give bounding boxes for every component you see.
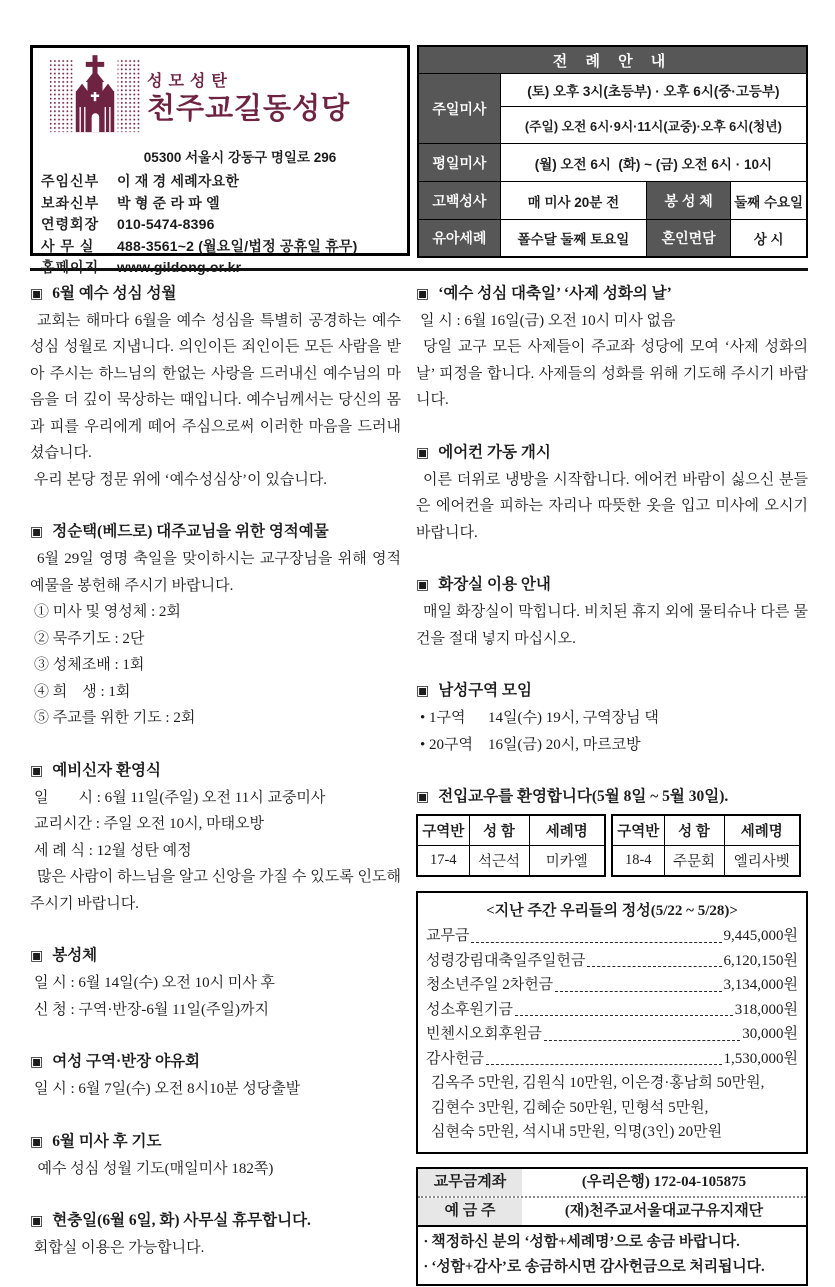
contact-label: 홈페이지 <box>41 259 100 275</box>
section-communion-visit <box>30 942 401 1023</box>
weekly-offerings-box <box>416 891 808 1154</box>
section-women-picnic <box>30 1048 401 1103</box>
section-line: 회합실 이용은 가능합니다. <box>30 1240 205 1256</box>
section-bullet-icon: ▣ <box>30 1134 44 1150</box>
offering-row <box>426 924 798 949</box>
dash-filler <box>486 1064 722 1065</box>
section-memorial-day-closure <box>30 1207 401 1262</box>
offering-label: 감사헌금 <box>426 1050 484 1067</box>
dash-filler <box>515 1015 733 1016</box>
section-title: 6월 예수 성심 성월 <box>52 284 177 302</box>
column-header: 구역반 <box>612 815 664 846</box>
list-item: ⑤ 주교를 위한 기도 : 2회 <box>34 710 196 726</box>
body-columns <box>30 280 808 1287</box>
column-header: 구역반 <box>417 815 469 846</box>
logo-row <box>49 54 399 145</box>
section-bullet-icon: ▣ <box>416 445 430 461</box>
account-number-value: (우리은행) 172-04-105875 <box>581 1173 747 1190</box>
section-catechumen-welcome <box>30 757 401 918</box>
section-bullet-icon: ▣ <box>416 578 430 593</box>
offering-amount: 30,000원 <box>742 1026 798 1042</box>
section-new-members <box>416 783 808 877</box>
section-bullet-icon: ▣ <box>30 1214 44 1229</box>
weekday-mass-times: (월) 오전 6시 (화) ~ (금) 오전 6시 · 10시 <box>500 144 807 182</box>
donor-line: 김현수 3만원, 김혜순 50만원, 민형석 5만원, <box>431 1099 709 1116</box>
weekday-mass-label: 평일미사 <box>418 144 500 182</box>
marriage-interview-label: 혼인면담 <box>647 220 731 257</box>
donor-line: 심현숙 5만원, 석시내 5만원, 익명(3인) 20만원 <box>431 1124 723 1140</box>
section-line: 우리 본당 정문 위에 ‘예수성심상’이 있습니다. <box>30 471 328 488</box>
offering-amount: 1,530,000원 <box>723 1050 798 1067</box>
offering-amount: 3,134,000원 <box>723 977 798 993</box>
contact-value: 박 형 준 라 파 엘 <box>117 194 220 211</box>
contact-row <box>41 214 399 236</box>
section-bullet-icon: ▣ <box>30 949 44 964</box>
section-title: 예비신자 환영식 <box>52 761 161 779</box>
contact-row <box>41 171 399 193</box>
column-header: 세례명 <box>724 815 800 846</box>
offering-label: 교무금 <box>426 928 470 944</box>
offering-row <box>426 998 798 1023</box>
account-holder-label: 예 금 주 <box>418 1198 522 1225</box>
parish-info-box <box>30 45 410 275</box>
table-cell: 엘리사벳 <box>724 846 800 877</box>
account-note: ∙ ‘성함+감사’로 송금하시면 감사헌금으로 처리됩니다. <box>424 1258 765 1275</box>
column-header: 세례명 <box>529 815 605 846</box>
header <box>30 45 808 275</box>
section-title: ‘예수 성심 대축일’ ‘사제 성화의 날’ <box>438 284 672 302</box>
section-title: 남성구역 모임 <box>438 682 532 699</box>
table-cell: 18-4 <box>612 846 664 877</box>
communion-visit-label: 봉 성 체 <box>647 182 731 220</box>
parish-address: 05300 서울시 강동구 명일로 296 <box>143 150 337 165</box>
section-title: 화장실 이용 안내 <box>438 576 551 593</box>
section-line: 예수 성심 성월 기도(매일미사 182쪽) <box>30 1160 274 1177</box>
offering-row <box>426 973 798 998</box>
section-title: 정순택(베드로) 대주교님을 위한 영적예물 <box>52 523 329 540</box>
contact-row <box>41 236 399 258</box>
section-bullet-icon: ▣ <box>416 684 430 699</box>
section-title: 현충일(6월 6일, 화) 사무실 휴무합니다. <box>52 1212 311 1229</box>
section-paragraph: 당일 교구 모든 사제들이 주교좌 성당에 모여 ‘사제 성화의 날’ 피정을 합니다. 사제들의 성화를 위해 기도해 주시기 바랍니다. <box>416 339 808 408</box>
section-title: 봉성체 <box>52 947 98 964</box>
list-item: ① 미사 및 영성체 : 2회 <box>34 604 181 620</box>
donor-line: 김옥주 5만원, 김원식 10만원, 이은경·홍남희 50만원, <box>431 1075 765 1091</box>
section-line: 일 시 : 6월 14일(수) 오전 10시 미사 후 <box>34 975 276 991</box>
section-bullet-icon: ▣ <box>30 525 44 540</box>
section-men-district-meeting <box>416 677 808 758</box>
offering-label: 성령강림대축일주일헌금 <box>426 952 586 969</box>
section-line: 일 시 : 6월 11일(주일) 오전 11시 교중미사 <box>34 789 326 806</box>
section-line: 일 시 : 6월 16일(금) 오전 10시 미사 없음 <box>420 312 676 329</box>
contact-label: 주임신부 <box>41 173 100 189</box>
contact-label: 보좌신부 <box>41 194 100 211</box>
account-holder-value: (재)천주교서울대교구유지재단 <box>564 1202 764 1219</box>
communion-visit-time: 둘째 수요일 <box>731 182 807 220</box>
account-row <box>418 1198 806 1225</box>
right-column <box>416 280 808 1287</box>
marriage-interview-time: 상 시 <box>731 220 807 257</box>
offering-label: 빈첸시오회후원금 <box>426 1026 542 1042</box>
sunday-mass-label: 주일미사 <box>418 74 500 144</box>
logo-line1: 성모성탄 <box>147 73 233 91</box>
contact-row <box>41 193 399 215</box>
contact-value: 488-3561~2 (월요일/법정 공휴일 휴무) <box>117 237 358 254</box>
section-title: 전입교우를 환영합니다(5월 8일 ~ 5월 30일). <box>438 788 729 805</box>
account-notes <box>418 1225 806 1284</box>
section-spiritual-offering <box>30 518 401 732</box>
section-bullet-icon: ▣ <box>416 286 430 302</box>
website-url: www.gildong.or.kr <box>117 259 242 275</box>
liturgy-schedule-table <box>417 45 808 258</box>
section-air-conditioning <box>416 439 808 547</box>
section-paragraph: 6월 29일 영명 축일을 맞이하시는 교구장님을 위해 영적 예물을 봉헌해 주시기 바랍니다. <box>30 551 401 594</box>
section-line: 일 시 : 6월 7일(수) 오전 8시10분 성당출발 <box>34 1081 301 1097</box>
account-note: ∙ 책정하신 분의 ‘성함+세례명’으로 송금 바랍니다. <box>424 1233 740 1250</box>
column-header: 성 함 <box>469 815 529 846</box>
section-sacred-heart-feast <box>416 280 808 414</box>
section-title: 에어컨 가동 개시 <box>438 443 551 461</box>
offering-amount: 9,445,000원 <box>723 928 798 944</box>
table-cell: 주문회 <box>664 846 724 877</box>
offerings-title: <지난 주간 우리들의 정성(5/22 ~ 5/28)> <box>486 903 738 919</box>
section-paragraph: 매일 화장실이 막힙니다. 비치된 휴지 외에 물티슈나 다른 물건을 절대 넣지 마십시오. <box>416 604 808 647</box>
dash-filler <box>544 1040 740 1041</box>
table-cell: 석근석 <box>469 846 529 877</box>
table-cell: 17-4 <box>417 846 469 877</box>
dash-filler <box>471 942 721 943</box>
table-cell: 미카엘 <box>529 846 605 877</box>
logo-text <box>147 74 350 124</box>
section-bullet-icon: ▣ <box>30 286 44 302</box>
contact-value: 이 재 경 세례자요한 <box>117 173 240 189</box>
list-item: ③ 성체조배 : 1회 <box>34 657 145 673</box>
section-line: • 1구역 14일(수) 19시, 구역장님 댁 <box>420 710 659 726</box>
confession-label: 고백성사 <box>418 182 500 220</box>
dash-filler <box>587 966 721 967</box>
section-title: 6월 미사 후 기도 <box>52 1132 162 1150</box>
offering-row <box>426 1022 798 1047</box>
section-bullet-icon: ▣ <box>30 1055 44 1070</box>
section-line: 신 청 : 구역·반장-6월 11일(주일)까지 <box>34 1001 269 1018</box>
offering-label: 성소후원기금 <box>426 1001 513 1018</box>
offering-amount: 318,000원 <box>734 1001 798 1018</box>
section-bullet-icon: ▣ <box>30 763 44 779</box>
church-cross-logo-icon <box>49 54 141 145</box>
left-column <box>30 280 401 1287</box>
infant-baptism-label: 유아세례 <box>418 220 500 257</box>
account-number-label: 교무금계좌 <box>418 1169 522 1196</box>
offering-row <box>426 1047 798 1072</box>
section-paragraph: 많은 사람이 하느님을 알고 신앙을 가질 수 있도록 인도해 주시기 바랍니다. <box>30 869 401 912</box>
account-info-box <box>416 1167 808 1286</box>
column-header: 성 함 <box>664 815 724 846</box>
contact-row <box>41 257 399 279</box>
new-members-table <box>416 814 606 877</box>
section-title: 여성 구역·반장 야유회 <box>52 1053 200 1070</box>
account-row <box>418 1169 806 1198</box>
new-members-tables <box>416 814 808 877</box>
logo-line2: 천주교길동성당 <box>147 93 351 126</box>
offering-amount: 6,120,150원 <box>723 952 798 969</box>
list-item: ② 묵주기도 : 2단 <box>34 630 145 647</box>
contact-label: 사 무 실 <box>41 237 95 254</box>
section-sacred-heart-month <box>30 280 401 494</box>
section-bullet-icon: ▣ <box>416 790 430 805</box>
liturgy-table-title: 전 례 안 내 <box>418 46 807 74</box>
contact-value: 010-5474-8396 <box>117 216 215 232</box>
section-paragraph: 이른 더위로 냉방을 시작합니다. 에어컨 바람이 싫으신 분들은 에어컨을 피하는 자리나 따뜻한 옷을 입고 미사에 오시기 바랍니다. <box>416 471 808 541</box>
confession-time: 매 미사 20분 전 <box>500 182 646 220</box>
contact-label: 연령회장 <box>41 216 100 232</box>
infant-baptism-time: 폴수달 둘째 토요일 <box>500 220 646 257</box>
dash-filler <box>555 991 721 992</box>
section-prayer-after-mass <box>30 1128 401 1183</box>
section-line: • 20구역 16일(금) 20시, 마르코방 <box>420 736 641 753</box>
section-line: 세 례 식 : 12월 성탄 예정 <box>34 842 192 859</box>
sunday-mass-times: (주일) 오전 6시·9시·11시(교중)·오후 6시(청년) <box>500 107 807 144</box>
saturday-mass-times: (토) 오후 3시(초등부) · 오후 6시(중·고등부) <box>500 74 807 107</box>
section-paragraph: 교회는 해마다 6월을 예수 성심을 특별히 공경하는 예수 성심 성월로 지냅니다. 의인이든 죄인이든 모든 사람을 받아 주시는 하느님의 한없는 사랑을 드러내신 예수님의 마음을 더 깊이 묵상하는 때입니다. 예수님께서는 당신의 몸과 피를 우리에게 떼어 주심으로써 이러한 마음을 드러내셨습니다. <box>30 312 401 461</box>
section-restroom-notice <box>416 571 808 652</box>
list-item: ④ 희 생 : 1회 <box>34 683 131 700</box>
offering-row <box>426 949 798 974</box>
new-members-table <box>611 814 801 877</box>
offering-label: 청소년주일 2차헌금 <box>426 977 554 993</box>
section-line: 교리시간 : 주일 오전 10시, 마태오방 <box>34 816 265 832</box>
